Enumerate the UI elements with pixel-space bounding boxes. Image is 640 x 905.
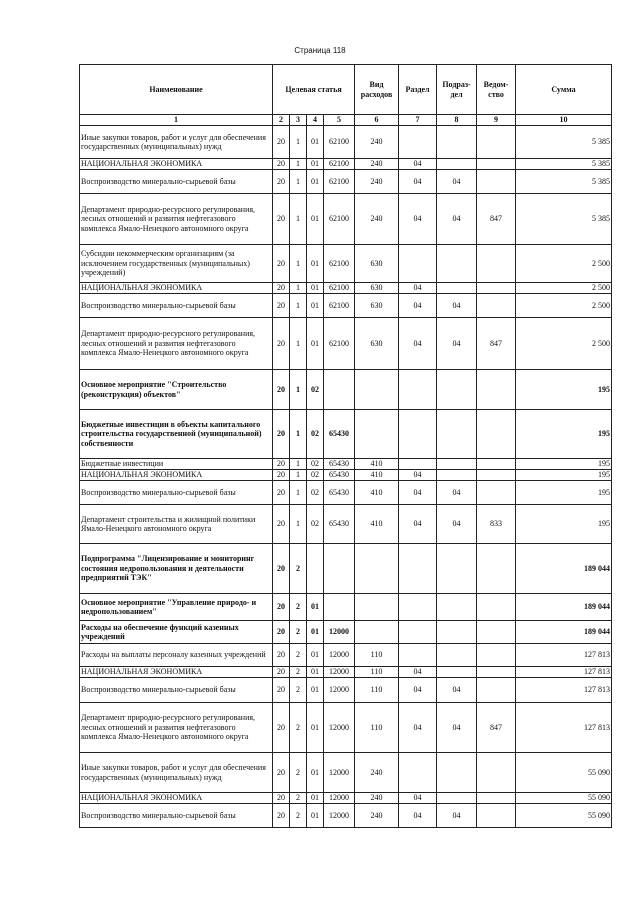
row-name: Департамент строительства и жилищной политики Ямало-Ненецкого автономного округа [80,505,273,544]
amount: 189 044 [516,544,612,594]
department-code [477,594,516,621]
section [399,544,437,594]
subsection: 04 [437,294,477,318]
col-header-vedom: Ведом- ство [477,65,516,115]
target-event: 02 [307,481,324,505]
section: 04 [399,505,437,544]
department-code [477,667,516,678]
table-row [80,703,612,753]
subsection [437,594,477,621]
row-name: Расходы на обеспечение функций казенных учреждений [80,621,273,644]
target-subprogram: 1 [290,126,307,159]
target-event: 01 [307,594,324,621]
header-row [80,65,612,115]
col-number: 4 [307,115,324,126]
subsection: 04 [437,703,477,753]
row-name: НАЦИОНАЛЬНАЯ ЭКОНОМИКА [80,470,273,481]
expense-type: 410 [355,481,399,505]
target-event: 01 [307,644,324,667]
target-program: 20 [273,470,290,481]
amount: 195 [516,470,612,481]
amount: 195 [516,459,612,470]
target-direction: 12000 [324,703,355,753]
target-event: 01 [307,318,324,370]
col-number: 7 [399,115,437,126]
target-program: 20 [273,594,290,621]
subsection: 04 [437,804,477,828]
section [399,621,437,644]
target-event: 01 [307,245,324,283]
target-program: 20 [273,170,290,194]
subsection [437,283,477,294]
target-program: 20 [273,159,290,170]
amount: 195 [516,505,612,544]
department-code [477,753,516,793]
target-program: 20 [273,621,290,644]
amount: 189 044 [516,621,612,644]
expense-type: 110 [355,644,399,667]
target-direction [324,594,355,621]
table-row [80,644,612,667]
target-subprogram: 1 [290,194,307,245]
section: 04 [399,170,437,194]
expense-type: 410 [355,505,399,544]
amount: 55 090 [516,793,612,804]
expense-type [355,544,399,594]
row-name: Воспроизводство минерально-сырьевой базы [80,294,273,318]
subsection [437,126,477,159]
subsection [437,621,477,644]
expense-type: 630 [355,318,399,370]
table-row [80,194,612,245]
target-subprogram: 2 [290,621,307,644]
subsection [437,667,477,678]
table-row [80,667,612,678]
target-program: 20 [273,126,290,159]
target-direction: 12000 [324,753,355,793]
target-direction: 65430 [324,505,355,544]
row-name: Бюджетные инвестиции в объекты капитального строительства государственной (муниципальной) собственности [80,410,273,459]
amount: 5 385 [516,194,612,245]
row-name: Воспроизводство минерально-сырьевой базы [80,804,273,828]
row-name: Бюджетные инвестиции [80,459,273,470]
expense-type: 240 [355,793,399,804]
target-subprogram: 2 [290,804,307,828]
target-event: 01 [307,283,324,294]
amount: 127 813 [516,644,612,667]
col-number: 5 [324,115,355,126]
target-subprogram: 2 [290,793,307,804]
table-row [80,804,612,828]
department-code: 847 [477,194,516,245]
subsection [437,459,477,470]
amount: 195 [516,481,612,505]
table-row [80,318,612,370]
department-code [477,644,516,667]
target-event: 01 [307,753,324,793]
table-row [80,678,612,703]
amount: 5 385 [516,126,612,159]
target-program: 20 [273,544,290,594]
target-event: 01 [307,667,324,678]
col-header-summa: Сумма [516,65,612,115]
target-event: 01 [307,703,324,753]
department-code: 847 [477,318,516,370]
row-name: НАЦИОНАЛЬНАЯ ЭКОНОМИКА [80,159,273,170]
target-program: 20 [273,644,290,667]
table-row [80,505,612,544]
target-event: 01 [307,804,324,828]
department-code [477,283,516,294]
department-code: 847 [477,703,516,753]
expense-type [355,370,399,410]
target-subprogram: 1 [290,370,307,410]
expense-type [355,410,399,459]
target-direction: 62100 [324,283,355,294]
table-row [80,621,612,644]
target-program: 20 [273,678,290,703]
target-program: 20 [273,753,290,793]
department-code [477,294,516,318]
amount: 55 090 [516,804,612,828]
target-event [307,544,324,594]
table-row [80,370,612,410]
target-program: 20 [273,667,290,678]
target-direction: 12000 [324,793,355,804]
target-direction: 62100 [324,159,355,170]
amount: 2 500 [516,283,612,294]
target-event: 01 [307,793,324,804]
department-code [477,678,516,703]
section: 04 [399,294,437,318]
department-code [477,245,516,283]
subsection: 04 [437,318,477,370]
table-row [80,410,612,459]
section [399,410,437,459]
expense-type: 240 [355,170,399,194]
target-program: 20 [273,703,290,753]
col-header-name: Наименование [80,65,273,115]
target-direction: 65430 [324,481,355,505]
col-header-vid: Вид расходов [355,65,399,115]
target-direction: 62100 [324,126,355,159]
amount: 5 385 [516,170,612,194]
section: 04 [399,318,437,370]
department-code [477,159,516,170]
subsection [437,470,477,481]
department-code [477,470,516,481]
subsection [437,753,477,793]
section [399,370,437,410]
col-header-podrazdel: Подраз- дел [437,65,477,115]
subsection: 04 [437,194,477,245]
col-number: 3 [290,115,307,126]
row-name: Иные закупки товаров, работ и услуг для обеспечения государственных (муниципальных) нужд [80,126,273,159]
department-code: 833 [477,505,516,544]
target-program: 20 [273,294,290,318]
table-row [80,283,612,294]
expense-type: 240 [355,194,399,245]
department-code [477,544,516,594]
col-header-target: Целевая статья [273,65,355,115]
target-subprogram: 2 [290,678,307,703]
row-name: Департамент природно-ресурсного регулирования, лесных отношений и развития нефтегазового комплекса Ямало-Ненецкого автономного округа [80,318,273,370]
subsection: 04 [437,678,477,703]
department-code [477,459,516,470]
section [399,594,437,621]
section: 04 [399,678,437,703]
subsection: 04 [437,505,477,544]
target-subprogram: 1 [290,470,307,481]
table-row [80,544,612,594]
target-program: 20 [273,283,290,294]
target-program: 20 [273,459,290,470]
target-event: 01 [307,621,324,644]
table-row [80,594,612,621]
section: 04 [399,159,437,170]
table-row [80,126,612,159]
section: 04 [399,481,437,505]
subsection [437,370,477,410]
expense-type: 630 [355,245,399,283]
section [399,245,437,283]
table-row [80,245,612,283]
amount: 2 500 [516,318,612,370]
row-name: Основное мероприятие "Управление природо- и недропользованием" [80,594,273,621]
table-row [80,470,612,481]
subsection [437,644,477,667]
amount: 2 500 [516,294,612,318]
page-number-header: Страница 118 [294,46,346,55]
target-event: 01 [307,194,324,245]
amount: 5 385 [516,159,612,170]
table-row [80,459,612,470]
row-name: Департамент природно-ресурсного регулирования, лесных отношений и развития нефтегазового комплекса Ямало-Ненецкого автономного округа [80,703,273,753]
row-name: Субсидии некоммерческим организациям (за исключением государственных (муниципальных) учреждений) [80,245,273,283]
target-subprogram: 1 [290,318,307,370]
target-direction: 62100 [324,194,355,245]
subsection: 04 [437,170,477,194]
expense-type: 240 [355,804,399,828]
department-code [477,793,516,804]
row-name: Расходы на выплаты персоналу казенных учреждений [80,644,273,667]
target-subprogram: 1 [290,159,307,170]
row-name: Основное мероприятие "Строительство (реконструкция) объектов" [80,370,273,410]
target-subprogram: 2 [290,544,307,594]
department-code [477,621,516,644]
expense-type: 410 [355,470,399,481]
subsection [437,793,477,804]
target-subprogram: 2 [290,594,307,621]
target-direction: 62100 [324,245,355,283]
subsection: 04 [437,481,477,505]
target-program: 20 [273,481,290,505]
table-body [80,126,612,828]
target-program: 20 [273,318,290,370]
table-row [80,753,612,793]
section: 04 [399,283,437,294]
row-name: Воспроизводство минерально-сырьевой базы [80,678,273,703]
amount: 55 090 [516,753,612,793]
section: 04 [399,194,437,245]
target-subprogram: 1 [290,459,307,470]
target-event: 01 [307,126,324,159]
target-program: 20 [273,370,290,410]
target-direction: 65430 [324,470,355,481]
section: 04 [399,793,437,804]
amount: 195 [516,410,612,459]
section: 04 [399,470,437,481]
target-subprogram: 1 [290,481,307,505]
target-subprogram: 1 [290,283,307,294]
department-code [477,370,516,410]
target-program: 20 [273,505,290,544]
target-event: 01 [307,294,324,318]
department-code [477,170,516,194]
expense-type: 110 [355,667,399,678]
target-direction: 65430 [324,410,355,459]
target-direction: 62100 [324,170,355,194]
target-event: 02 [307,410,324,459]
subsection [437,159,477,170]
expense-type: 110 [355,703,399,753]
col-header-razdel: Раздел [399,65,437,115]
target-subprogram: 1 [290,170,307,194]
target-program: 20 [273,793,290,804]
row-name: Воспроизводство минерально-сырьевой базы [80,170,273,194]
row-name: НАЦИОНАЛЬНАЯ ЭКОНОМИКА [80,667,273,678]
section: 04 [399,667,437,678]
target-direction: 12000 [324,667,355,678]
target-subprogram: 2 [290,667,307,678]
target-event: 02 [307,370,324,410]
amount: 195 [516,370,612,410]
table-row [80,793,612,804]
target-direction: 12000 [324,678,355,703]
target-subprogram: 1 [290,245,307,283]
target-subprogram: 2 [290,644,307,667]
table-row [80,481,612,505]
amount: 2 500 [516,245,612,283]
section: 04 [399,703,437,753]
subsection [437,410,477,459]
target-program: 20 [273,245,290,283]
target-direction: 12000 [324,804,355,828]
target-direction: 62100 [324,318,355,370]
row-name: Воспроизводство минерально-сырьевой базы [80,481,273,505]
col-number: 6 [355,115,399,126]
row-name: Иные закупки товаров, работ и услуг для обеспечения государственных (муниципальных) нужд [80,753,273,793]
expense-type: 630 [355,294,399,318]
expense-type [355,621,399,644]
section [399,644,437,667]
target-event: 01 [307,170,324,194]
expense-type: 630 [355,283,399,294]
target-direction: 65430 [324,459,355,470]
amount: 127 813 [516,678,612,703]
col-number: 9 [477,115,516,126]
target-event: 01 [307,678,324,703]
target-direction: 12000 [324,621,355,644]
expense-type: 110 [355,678,399,703]
row-name: Подпрограмма "Лицензирование и мониторинг состояния недропользования и деятельности предприятий ТЭК" [80,544,273,594]
target-event: 02 [307,459,324,470]
target-program: 20 [273,410,290,459]
expense-type: 240 [355,126,399,159]
row-name: НАЦИОНАЛЬНАЯ ЭКОНОМИКА [80,283,273,294]
section [399,753,437,793]
target-subprogram: 2 [290,753,307,793]
table-row [80,159,612,170]
section [399,459,437,470]
expense-type: 240 [355,753,399,793]
target-event: 02 [307,470,324,481]
target-program: 20 [273,804,290,828]
target-program: 20 [273,194,290,245]
section [399,126,437,159]
col-number: 2 [273,115,290,126]
table-row [80,170,612,194]
target-subprogram: 1 [290,294,307,318]
target-direction [324,370,355,410]
expense-type: 410 [355,459,399,470]
subsection [437,544,477,594]
target-direction: 12000 [324,644,355,667]
target-event: 01 [307,159,324,170]
target-subprogram: 1 [290,505,307,544]
target-event: 02 [307,505,324,544]
amount: 127 813 [516,667,612,678]
expense-type [355,594,399,621]
target-direction [324,544,355,594]
amount: 189 044 [516,594,612,621]
col-number: 8 [437,115,477,126]
col-number: 10 [516,115,612,126]
table-row [80,294,612,318]
budget-table [79,64,612,828]
department-code [477,804,516,828]
amount: 127 813 [516,703,612,753]
subsection [437,245,477,283]
row-name: НАЦИОНАЛЬНАЯ ЭКОНОМИКА [80,793,273,804]
col-number: 1 [80,115,273,126]
section: 04 [399,804,437,828]
column-number-row [80,115,612,126]
department-code [477,410,516,459]
target-direction: 62100 [324,294,355,318]
department-code [477,481,516,505]
expense-type: 240 [355,159,399,170]
row-name: Департамент природно-ресурсного регулирования, лесных отношений и развития нефтегазового комплекса Ямало-Ненецкого автономного округа [80,194,273,245]
department-code [477,126,516,159]
target-subprogram: 2 [290,703,307,753]
target-subprogram: 1 [290,410,307,459]
